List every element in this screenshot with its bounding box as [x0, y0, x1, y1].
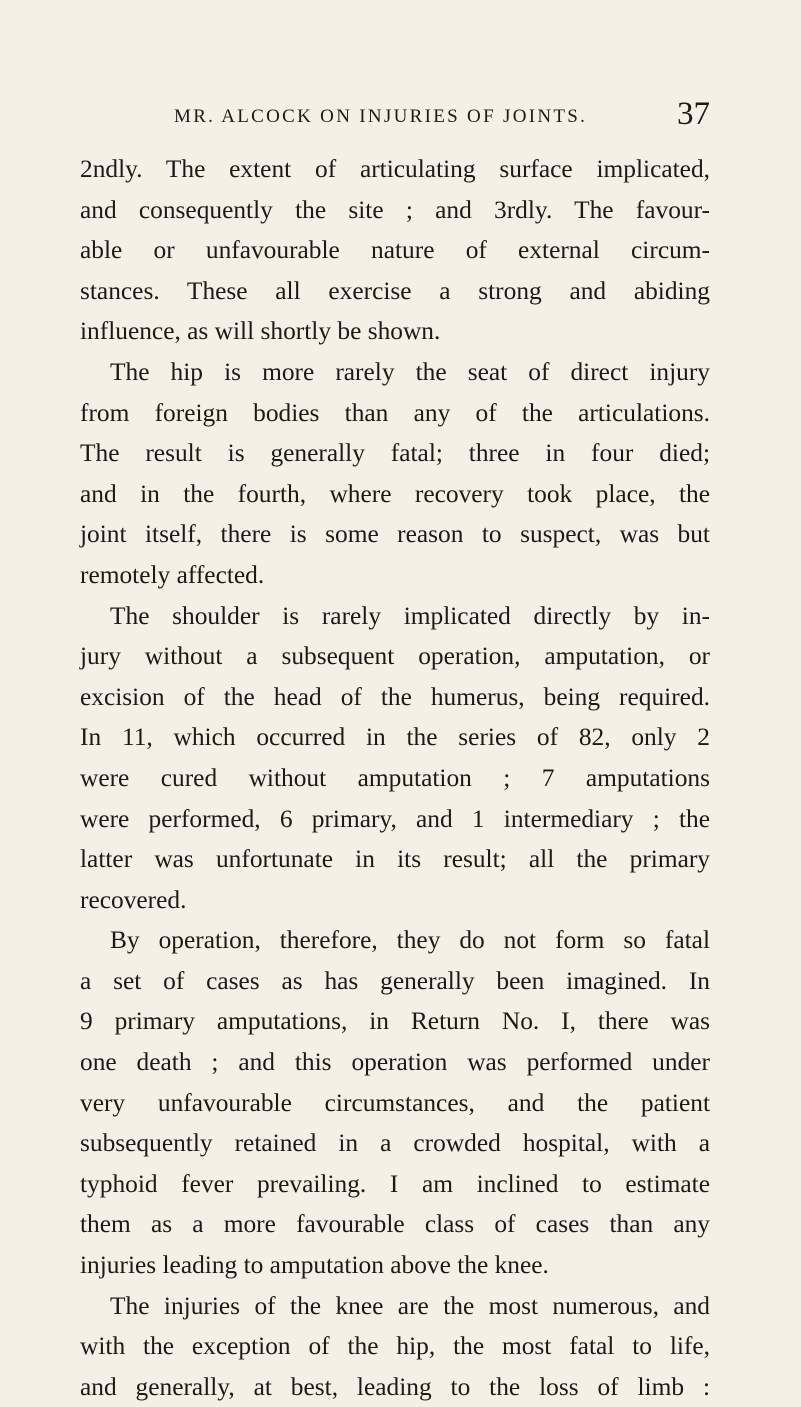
- text-line: In 11, which occurred in the series of 82, only 2: [80, 723, 710, 752]
- text-line: joint itself, there is some reason to suspect, was but: [80, 520, 710, 549]
- text-line: injuries leading to amputation above the knee.: [80, 1251, 549, 1280]
- text-line: one death ; and this operation was performed under: [80, 1048, 710, 1077]
- text-line: recovered.: [80, 885, 187, 914]
- paragraph-start-line: By operation, therefore, they do not form so fatal: [110, 926, 710, 955]
- text-line: with the exception of the hip, the most fatal to life,: [80, 1332, 710, 1361]
- text-line: influence, as will shortly be shown.: [80, 317, 441, 346]
- text-line: remotely affected.: [80, 560, 265, 589]
- text-line: able or unfavourable nature of external circum-: [80, 236, 710, 265]
- text-line: from foreign bodies than any of the articulations.: [80, 398, 710, 427]
- text-line: excision of the head of the humerus, being required.: [80, 682, 710, 711]
- text-line: very unfavourable circumstances, and the patient: [80, 1088, 710, 1117]
- text-line: were cured without amputation ; 7 amputations: [80, 763, 710, 792]
- text-line: were performed, 6 primary, and 1 intermediary ; the: [80, 804, 710, 833]
- body-text: [80, 149, 710, 1407]
- text-line: typhoid fever prevailing. I am inclined to estimate: [80, 1169, 710, 1198]
- text-line: and generally, at best, leading to the loss of limb :: [80, 1372, 710, 1401]
- running-title: MR. ALCOCK ON INJURIES OF JOINTS.: [174, 106, 588, 127]
- paragraph-start-line: The shoulder is rarely implicated directly by in-: [110, 601, 710, 630]
- text-line: stances. These all exercise a strong and abiding: [80, 276, 710, 305]
- text-line: subsequently retained in a crowded hospital, with a: [80, 1129, 710, 1158]
- text-line: 2ndly. The extent of articulating surface implicated,: [80, 155, 710, 183]
- text-line: The result is generally fatal; three in four died;: [80, 439, 710, 468]
- text-line: a set of cases as has generally been imagined. In: [80, 966, 710, 995]
- page-number: 37: [677, 96, 710, 132]
- text-line: and consequently the site ; and 3rdly. The favour-: [80, 195, 710, 224]
- paragraph-start-line: The hip is more rarely the seat of direct injury: [110, 357, 710, 386]
- text-line: them as a more favourable class of cases than any: [80, 1210, 710, 1239]
- running-head: [80, 98, 710, 138]
- text-line: latter was unfortunate in its result; all the primary: [80, 845, 710, 874]
- text-line: 9 primary amputations, in Return No. I, there was: [80, 1007, 710, 1036]
- paragraph-start-line: The injuries of the knee are the most numerous, and: [110, 1291, 710, 1320]
- text-line: and in the fourth, where recovery took place, the: [80, 479, 710, 508]
- text-line: jury without a subsequent operation, amputation, or: [80, 642, 710, 671]
